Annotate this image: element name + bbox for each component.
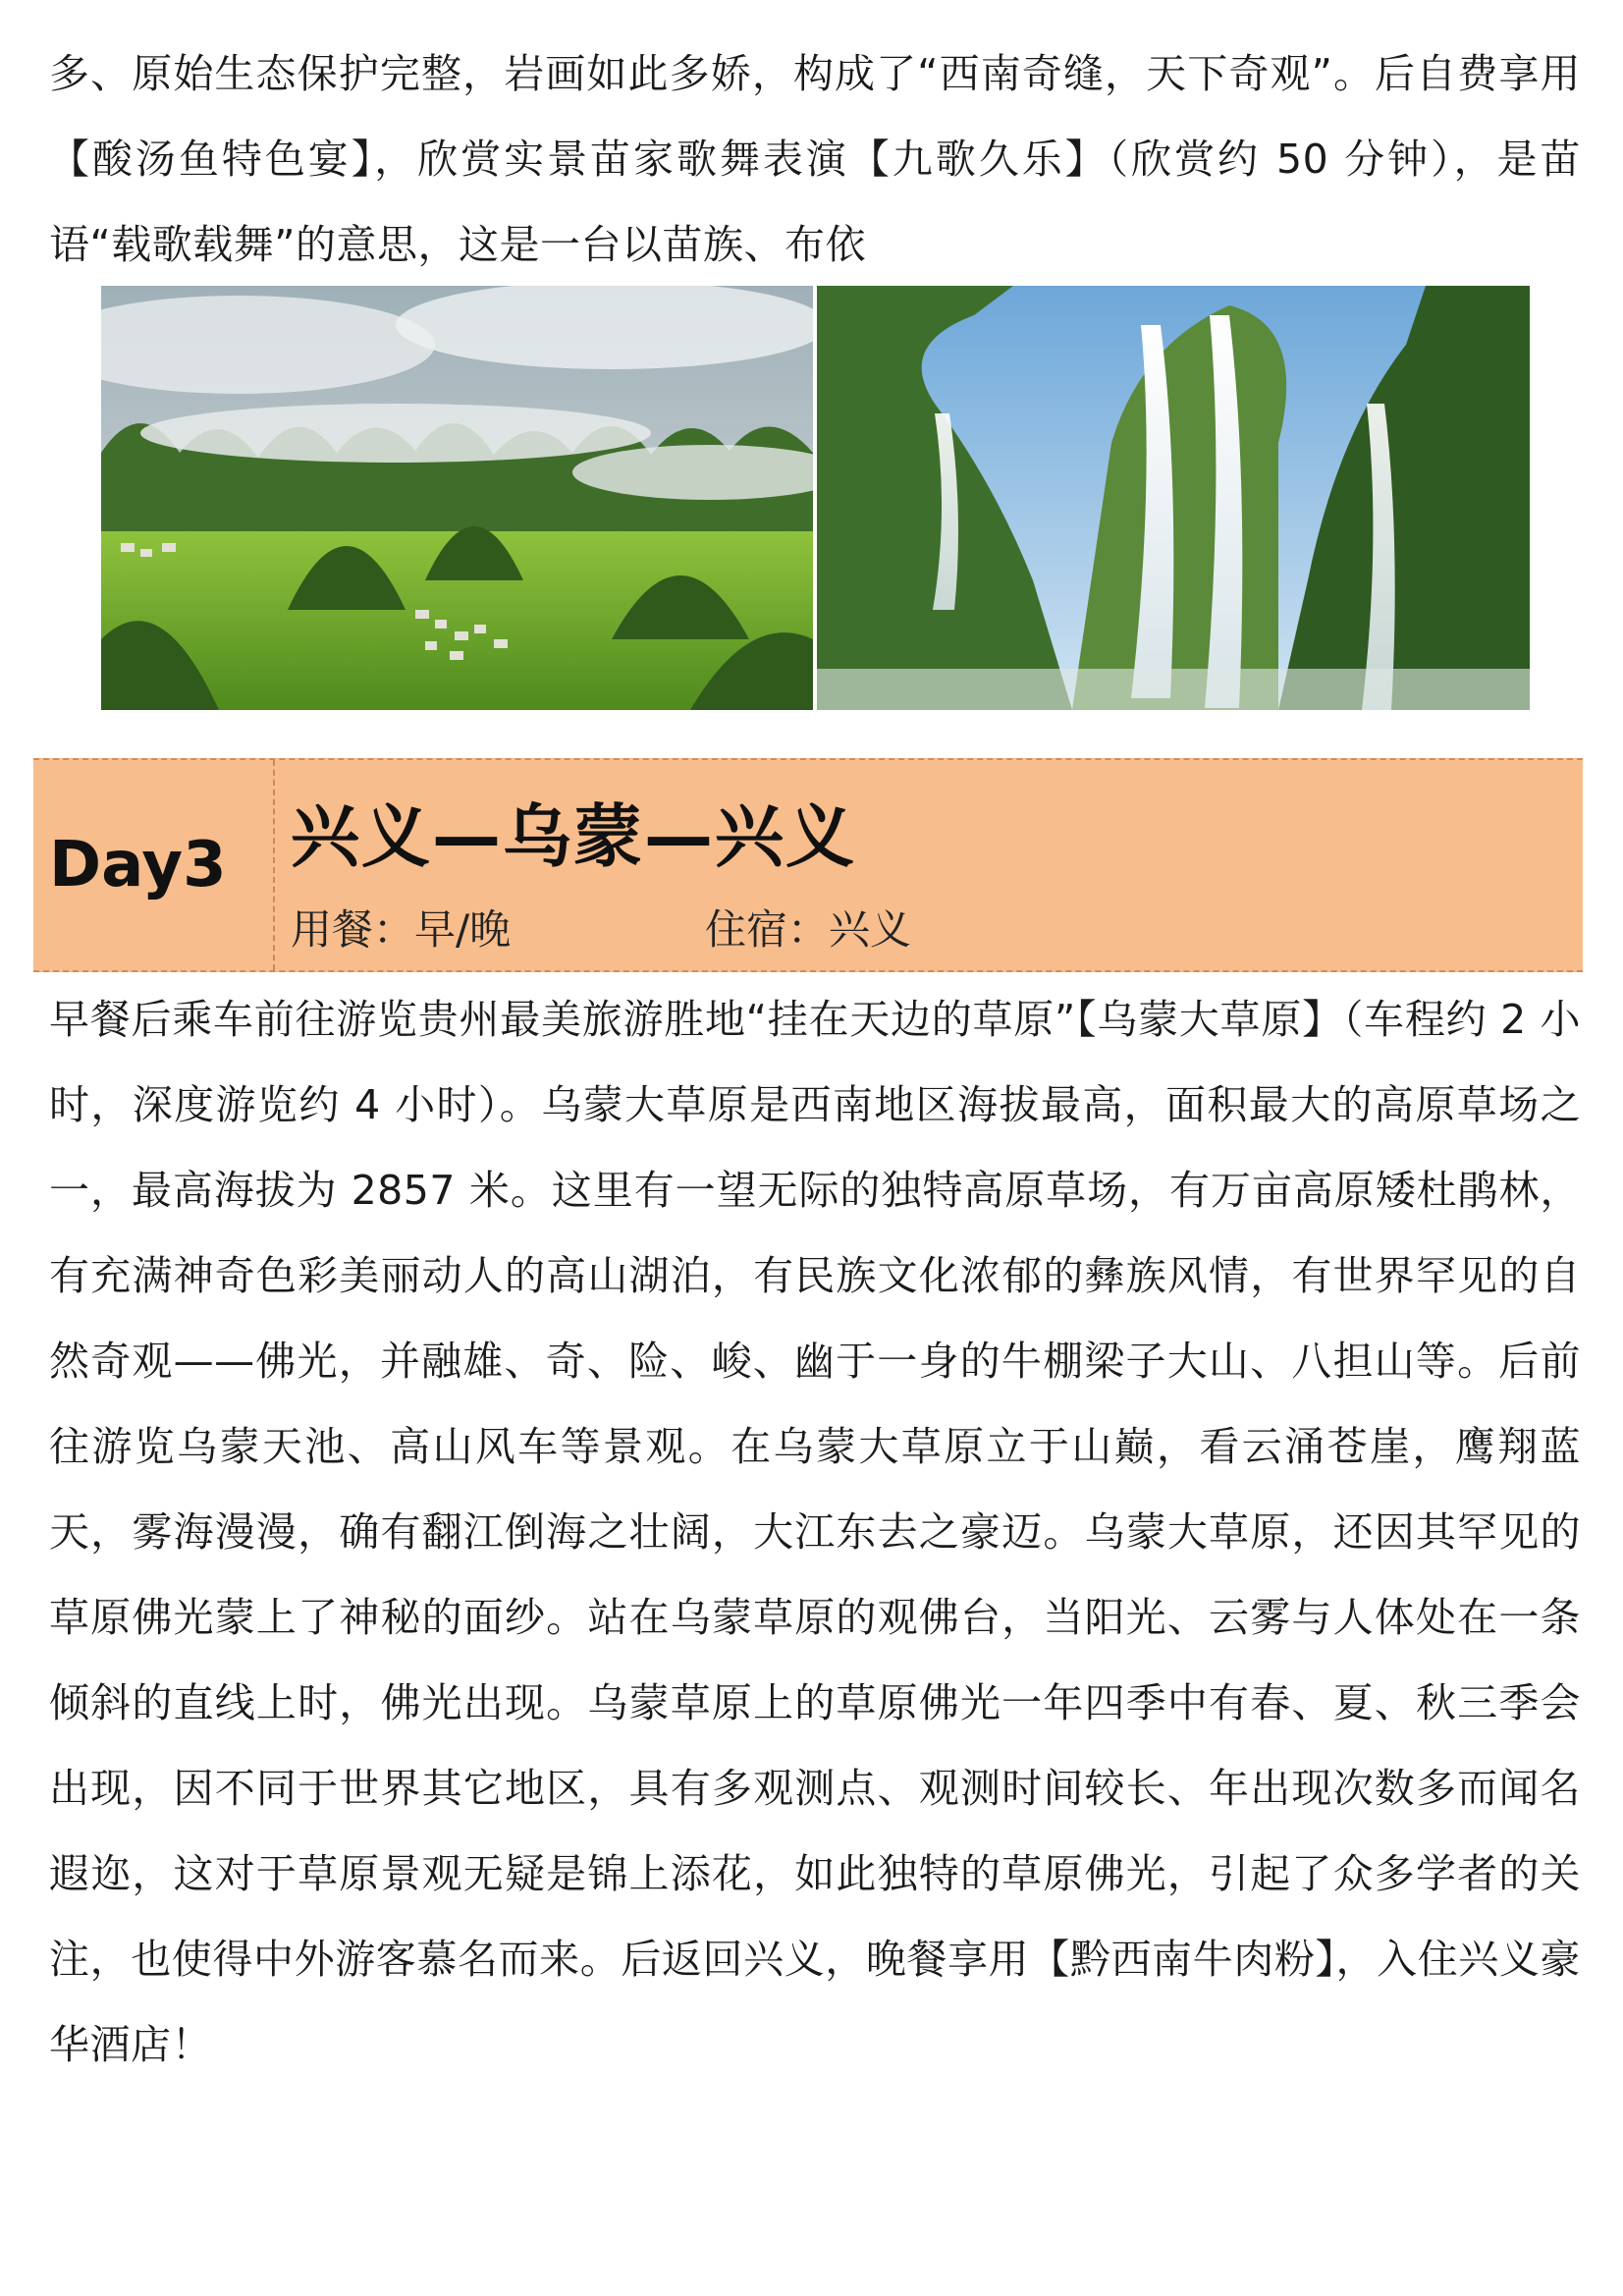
hotel-info: 住宿：兴义: [705, 905, 912, 954]
day-route-title: 兴义—乌蒙—兴义: [291, 796, 856, 877]
meal-info: 用餐：早/晚: [291, 905, 512, 954]
day-number: Day3: [49, 829, 227, 902]
day-header-banner: [33, 758, 1583, 972]
intro-paragraph: 多、原始生态保护完整，岩画如此多娇，构成了“西南奇缝，天下奇观”。后自费享用【酸汤鱼特色宴】，欣赏实景苗家歌舞表演【九歌久乐】（欣赏约 50 分钟），是苗语“载歌载舞”的意思，这是一台以苗族、布依: [49, 50, 1581, 268]
karst-valley-photo: [101, 286, 813, 710]
banner-divider: [273, 760, 275, 970]
day-description-paragraph: 早餐后乘车前往游览贵州最美旅游胜地“挂在天边的草原”【乌蒙大草原】（车程约 2 小时，深度游览约 4 小时）。乌蒙大草原是西南地区海拔最高，面积最大的高原草场之一，最高海拔为 2857 米。这里有一望无际的独特高原草场，有万亩高原矮杜鹃林，有充满神奇色彩美丽动人的高山湖泊，有民族文化浓郁的彝族风情，有世界罕见的自然奇观——佛光，并融雄、奇、险、峻、幽于一身的牛棚梁子大山、八担山等。后前往游览乌蒙天池、高山风车等景观。在乌蒙大草原立于山巅，看云涌苍崖，鹰翔蓝天，雾海漫漫，确有翻江倒海之壮阔，大江东去之豪迈。乌蒙大草原，还因其罕见的草原佛光蒙上了神秘的面纱。站在乌蒙草原的观佛台，当阳光、云雾与人体处在一条倾斜的直线上时，佛光出现。乌蒙草原上的草原佛光一年四季中有春、夏、秋三季会出现，因不同于世界其它地区，具有多观测点、观测时间较长、年出现次数多而闻名遐迩，这对于草原景观无疑是锦上添花，如此独特的草原佛光，引起了众多学者的关注，也使得中外游客慕名而来。后返回兴义，晚餐享用【黔西南牛肉粉】，入住兴义豪华酒店！: [49, 996, 1581, 2068]
waterfall-photo: [817, 286, 1530, 710]
